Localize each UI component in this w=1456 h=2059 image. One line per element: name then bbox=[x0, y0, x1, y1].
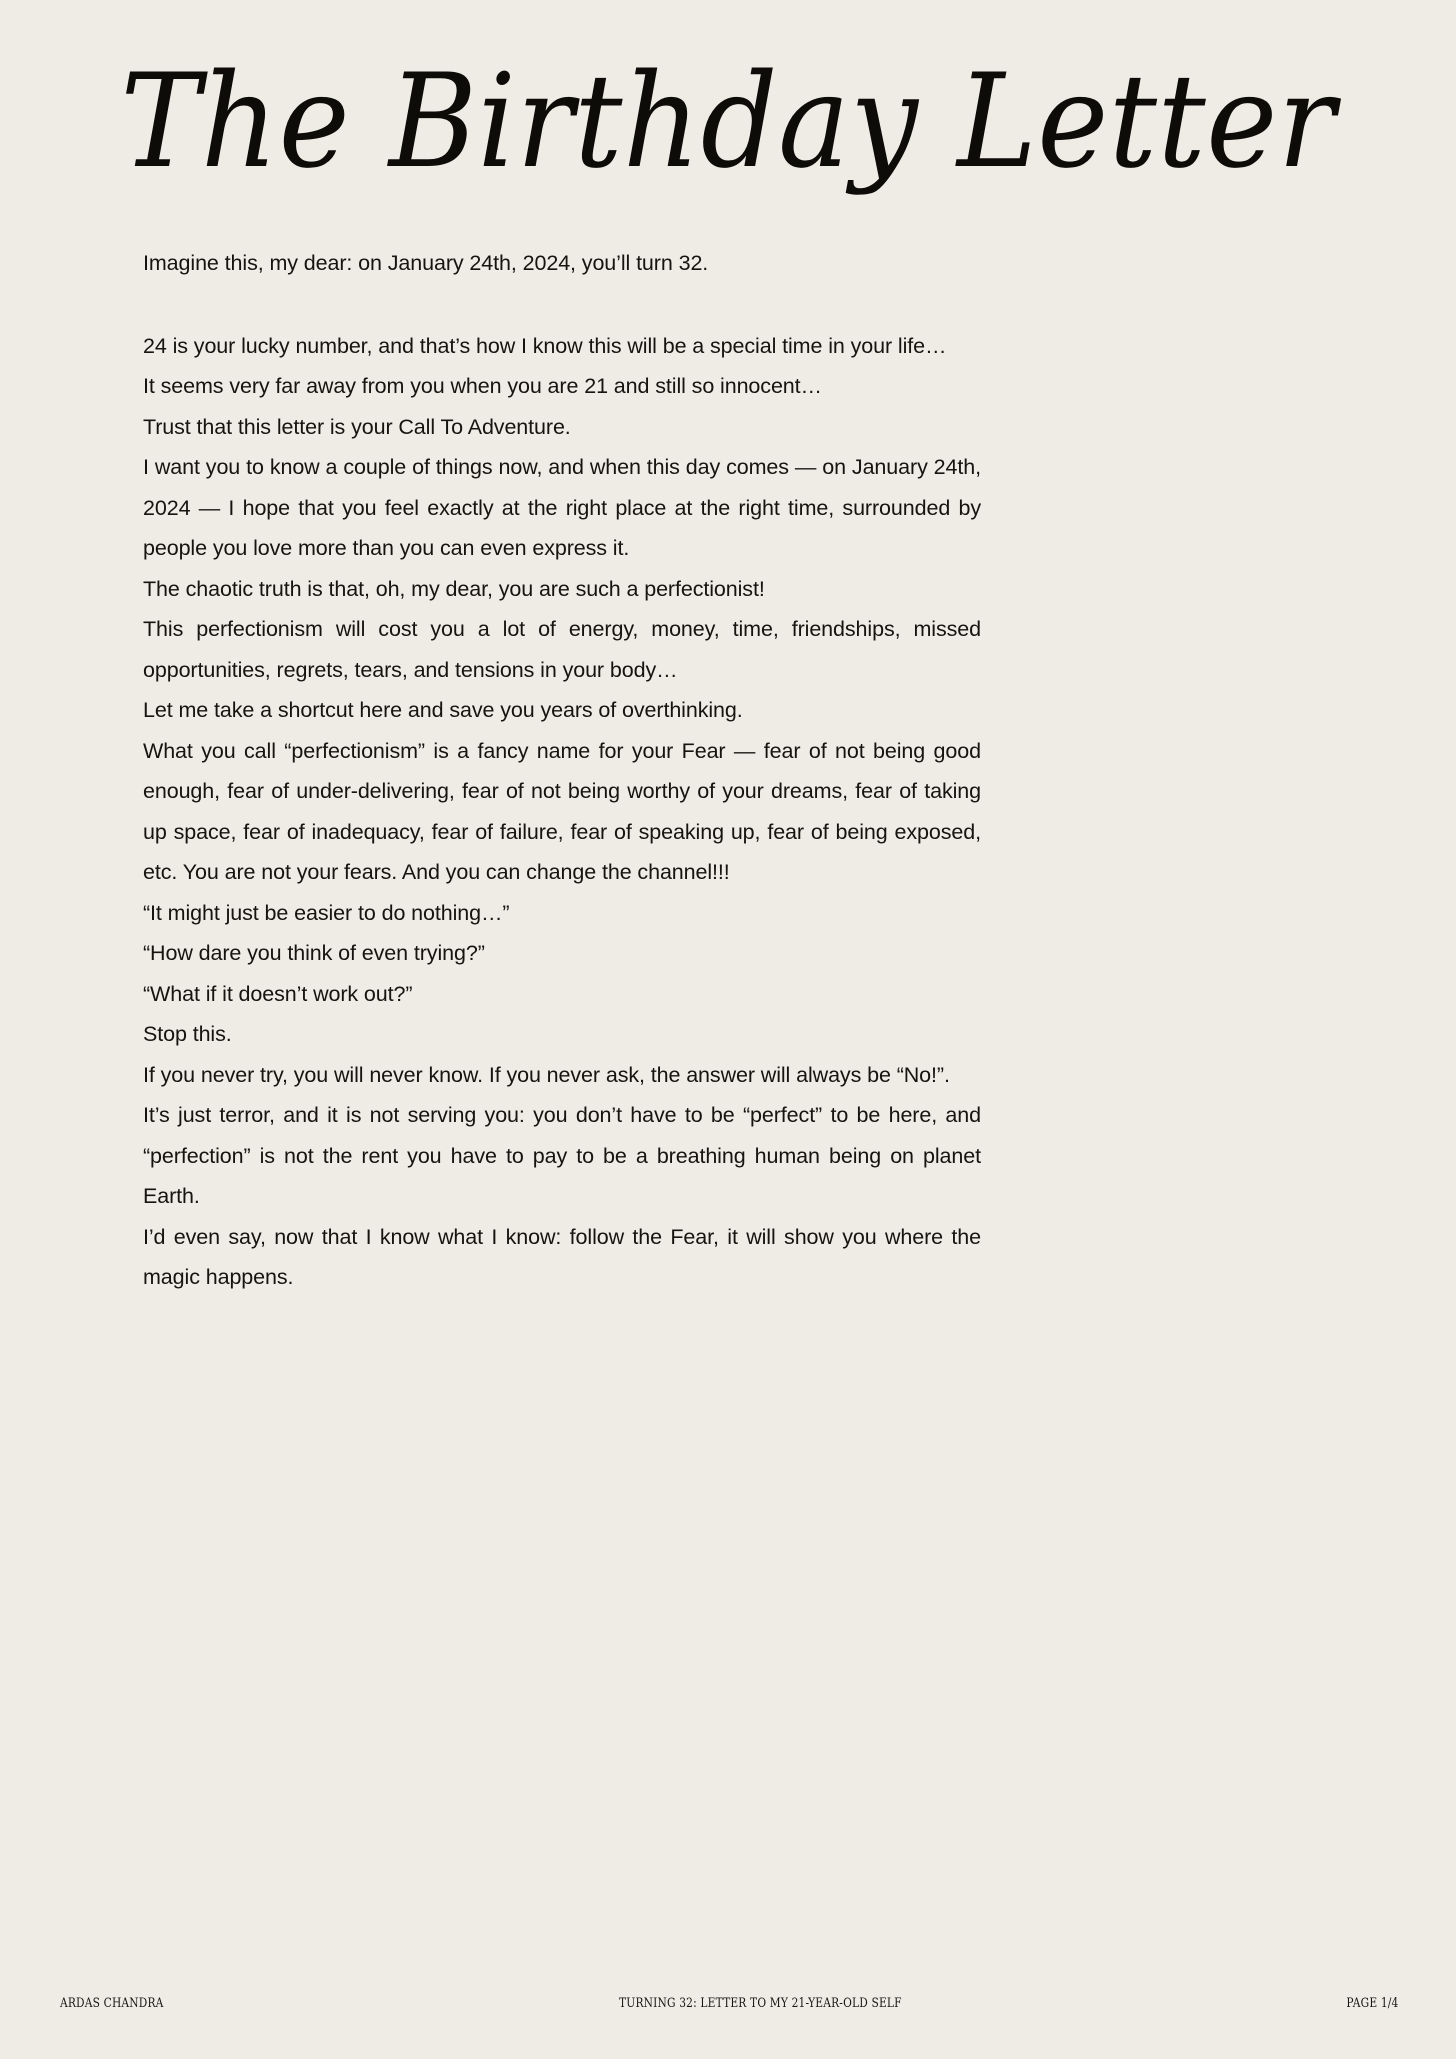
letter-paragraph: 24 is your lucky number, and that’s how I know this will be a special time in your life… bbox=[143, 333, 947, 358]
letter-paragraph: “It might just be easier to do nothing…” bbox=[143, 900, 510, 925]
letter-paragraph: Trust that this letter is your Call To Adventure. bbox=[143, 414, 571, 439]
page-footer bbox=[60, 1996, 1398, 2011]
letter-paragraph: If you never try, you will never know. If you never ask, the answer will always be “No!”. bbox=[143, 1062, 950, 1087]
page-title: The Birthday Letter bbox=[120, 47, 1336, 198]
footer-running-title: TURNING 32: LETTER TO MY 21-YEAR-OLD SELF bbox=[619, 1996, 902, 2011]
footer-page-number: PAGE 1/4 bbox=[1345, 1996, 1398, 2011]
letter-paragraph: This perfectionism will cost you a lot of energy, money, time, friendships, missed opportunities, regrets, tears, and tensions in your body… bbox=[143, 617, 981, 682]
letter-paragraph: Let me take a shortcut here and save you years of overthinking. bbox=[143, 698, 743, 722]
letter-lead-paragraph: Imagine this, my dear: on January 24th, 2024, you’ll turn 32. bbox=[143, 251, 709, 275]
footer-author: ARDAS CHANDRA bbox=[60, 1996, 164, 2011]
letter-paragraph: The chaotic truth is that, oh, my dear, you are such a perfectionist! bbox=[143, 576, 765, 601]
letter-body bbox=[143, 243, 981, 1298]
letter-paragraph: “How dare you think of even trying?” bbox=[143, 941, 485, 965]
title-container bbox=[0, 47, 1456, 198]
letter-paragraph: Stop this. bbox=[143, 1022, 232, 1046]
letter-paragraph: I want you to know a couple of things now, and when this day comes — on January 24th, 2024 — I hope that you feel exactly at the right place at the right time, surrounded by people you love more than you can even express it. bbox=[143, 455, 981, 560]
letter-paragraph: What you call “perfectionism” is a fancy name for your Fear — fear of not being good enough, fear of under-delivering, fear of not being worthy of your dreams, fear of taking up space, fear of inadequacy, fear of failure, fear of speaking up, fear of being exposed, etc. You are not your fears. And you can change the channel!!! bbox=[143, 738, 981, 884]
letter-paragraph: It seems very far away from you when you are 21 and still so innocent… bbox=[143, 374, 822, 398]
letter-paragraph: “What if it doesn’t work out?” bbox=[143, 981, 413, 1006]
letter-paragraph: It’s just terror, and it is not serving you: you don’t have to be “perfect” to be here, and “perfection” is not the rent you have to pay to be a breathing human being on planet Earth. bbox=[143, 1103, 981, 1208]
letter-paragraph: I’d even say, now that I know what I know: follow the Fear, it will show you where the magic happens. bbox=[143, 1224, 981, 1289]
